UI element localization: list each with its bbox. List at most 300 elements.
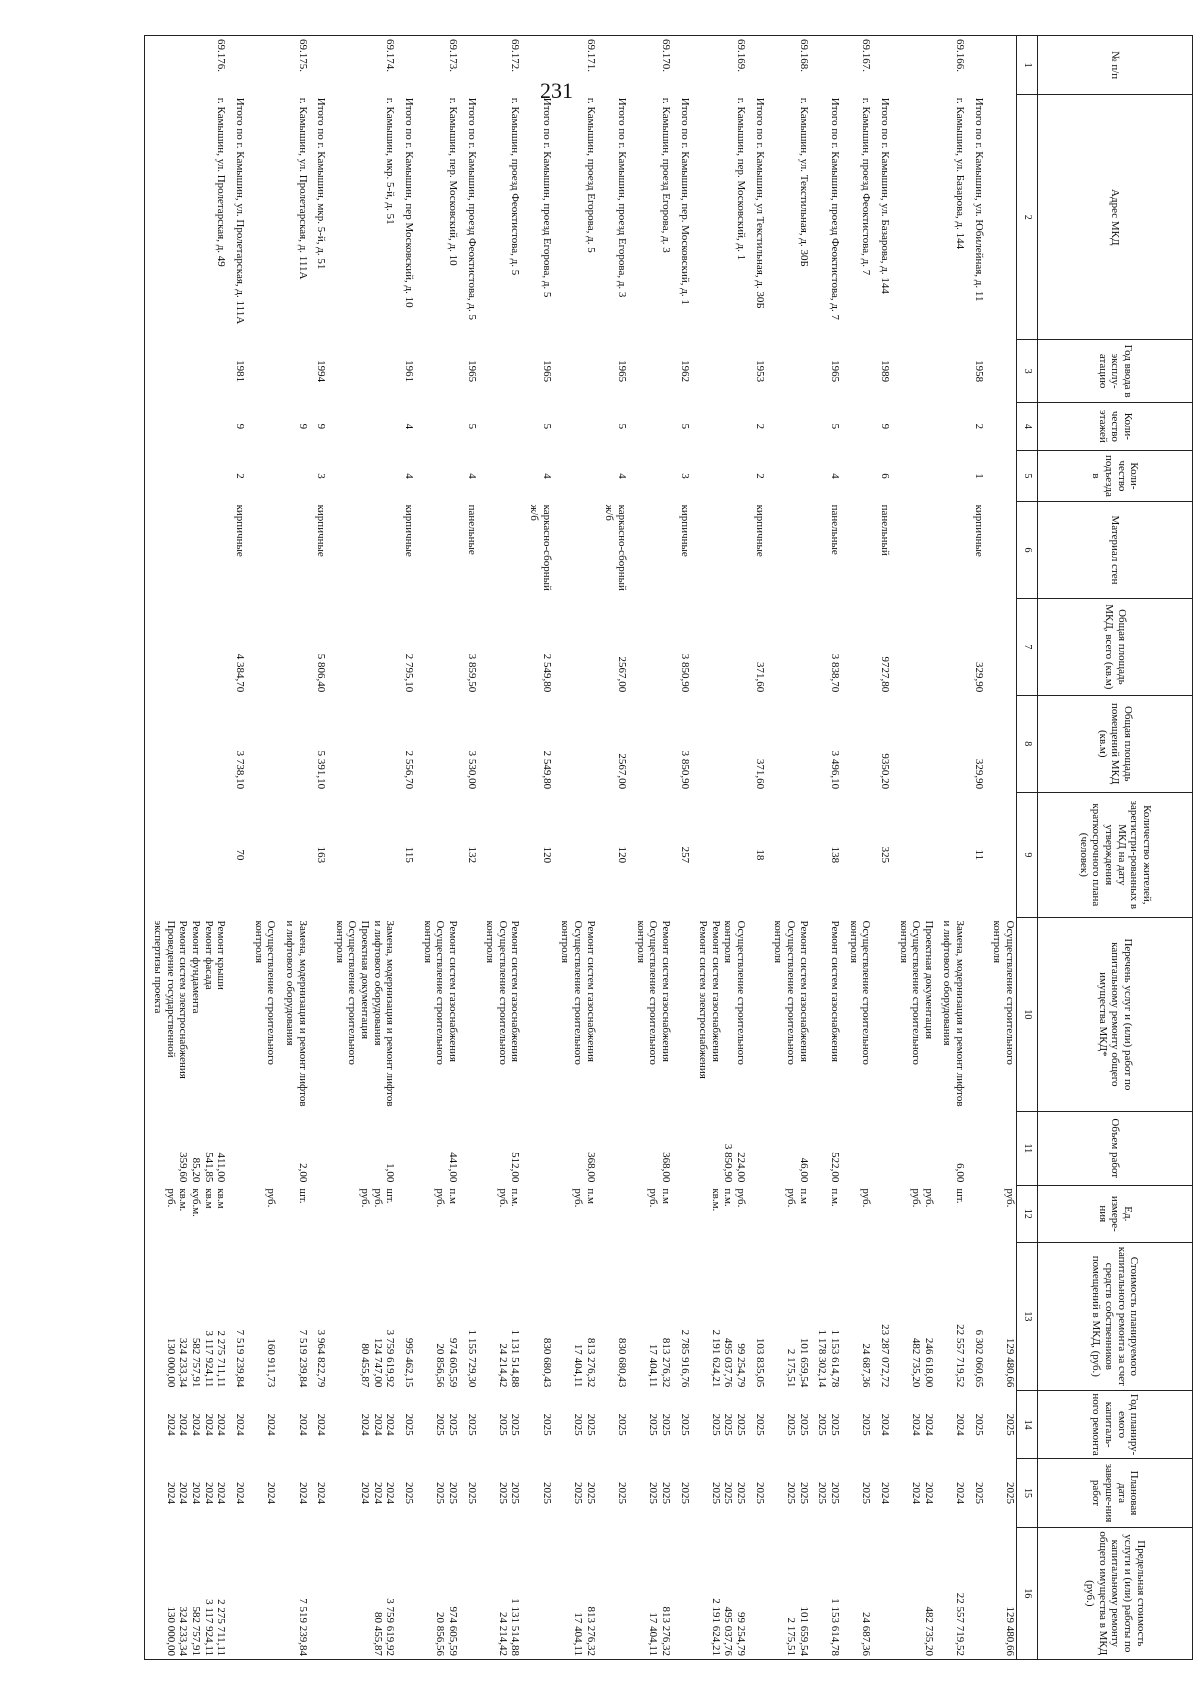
- cell-max_cost: [465, 1527, 478, 1659]
- spacer-cell: [691, 1527, 697, 1659]
- spacer-cell: [985, 95, 991, 340]
- cell-wall: каркасно-сборный ж/б: [603, 504, 628, 591]
- spacer-cell: [522, 36, 528, 95]
- cell-year: [333, 340, 396, 403]
- cell-line: Осуществление строительного контроля: [634, 920, 660, 1065]
- cell-area_total: 3 850,90: [678, 653, 691, 693]
- spacer-cell: [691, 1390, 697, 1458]
- cell-line: 1 178 302,14: [816, 1329, 829, 1388]
- cell-max_cost: [283, 1527, 308, 1659]
- spacer-cell: [396, 1527, 402, 1659]
- spacer-cell: [553, 1111, 559, 1185]
- cell-line: Осуществление строительного контроля: [333, 920, 359, 1065]
- cell-line: 85,20: [190, 1157, 203, 1183]
- spacer-cell: [277, 598, 283, 695]
- cell-line: руб.: [1004, 1188, 1016, 1208]
- cell-end_date: [333, 1459, 396, 1527]
- cell-year: 1961: [403, 360, 416, 383]
- spacer-cell: [277, 340, 283, 403]
- cell-volume: [634, 1111, 672, 1185]
- cell-volume: [991, 1111, 1017, 1185]
- spacer-cell: [597, 598, 603, 695]
- cell-line: руб.: [434, 1188, 447, 1208]
- spacer-cell: [309, 402, 315, 450]
- cell-line: 2025: [722, 1413, 735, 1436]
- cell-floors: 9: [878, 423, 891, 430]
- cell-addr: Итого по г. Камышин, мкр. 5-й, д. 51: [315, 97, 328, 270]
- cell-line: 20 856,56: [434, 1612, 447, 1656]
- spacer-cell: [227, 1185, 233, 1242]
- cell-year: [847, 340, 872, 403]
- spacer-cell: [327, 450, 333, 501]
- cell-year: [634, 340, 672, 403]
- spacer-cell: [327, 402, 333, 450]
- cell-year: 1965: [540, 360, 553, 383]
- cell-line: 411,00: [215, 1152, 228, 1183]
- column-number: 16: [1017, 1527, 1038, 1659]
- cell-unit: [878, 1185, 891, 1242]
- cell-line: 2024: [384, 1481, 397, 1504]
- cell-entr: [772, 450, 810, 501]
- cell-line: 974 605,59: [446, 1606, 459, 1656]
- cell-addr: Итого по г. Камышин, проезд Феоктистова, д. 7: [828, 97, 841, 320]
- cell-line: 46,00: [797, 1157, 810, 1183]
- row-spacer: [985, 36, 991, 1660]
- cell-cost: [315, 1242, 328, 1390]
- cell-line: 2025: [540, 1481, 553, 1504]
- table-row: [878, 36, 891, 1660]
- cell-year: 1958: [972, 360, 985, 383]
- cell-line: шт.: [384, 1188, 397, 1204]
- cell-area_total: 329,90: [972, 662, 985, 693]
- cell-works: [897, 918, 935, 1112]
- spacer-cell: [891, 340, 897, 403]
- spacer-cell: [766, 502, 772, 599]
- cell-volume: [333, 1111, 396, 1185]
- cell-line: 2025: [709, 1413, 722, 1436]
- cell-volume: [816, 1111, 841, 1185]
- spacer-cell: [309, 502, 315, 599]
- cell-cost: [151, 1242, 227, 1390]
- spacer-cell: [145, 340, 152, 403]
- cell-addr: г. Камышин, пер. Московский, д. 1: [735, 97, 748, 261]
- cell-works: [772, 918, 810, 1112]
- cell-plan_year: [402, 1390, 415, 1458]
- cell-unit: [559, 1185, 597, 1242]
- spacer-cell: [985, 402, 991, 450]
- cell-unit: [603, 1185, 628, 1242]
- cell-volume: [847, 1111, 872, 1185]
- row-spacer: [327, 36, 333, 1660]
- cell-line: 2,00: [296, 1163, 309, 1183]
- cell-floors: 9: [233, 423, 246, 430]
- spacer-cell: [415, 1390, 421, 1458]
- column-number: 12: [1017, 1185, 1038, 1242]
- cell-line: 495 037,76: [722, 1606, 735, 1656]
- cell-entr: 2: [233, 473, 246, 479]
- rotated-table-container: [63, 35, 1193, 1660]
- cell-area_prem: 329,90: [972, 758, 985, 790]
- cell-entr: 4: [403, 473, 416, 479]
- cell-max_cost: [233, 1527, 246, 1659]
- spacer-cell: [553, 1459, 559, 1527]
- cell-line: п.м: [446, 1188, 459, 1204]
- spacer-cell: [478, 598, 484, 695]
- spacer-cell: [935, 598, 941, 695]
- spacer-cell: [478, 1390, 484, 1458]
- spacer-cell: [227, 36, 233, 95]
- cell-max_cost: [941, 1527, 966, 1659]
- cell-wall: кирпичные: [678, 504, 691, 557]
- cell-line: руб.: [785, 1188, 798, 1208]
- cell-line: 2024: [910, 1413, 923, 1436]
- spacer-cell: [553, 1527, 559, 1659]
- cell-line: 160 911,73: [265, 1338, 278, 1388]
- column-number: 15: [1017, 1459, 1038, 1527]
- cell-line: п.м.: [722, 1188, 735, 1207]
- column-header: № п/п: [1038, 36, 1193, 95]
- cell-line: 813 276,32: [659, 1606, 672, 1656]
- cell-unit: [465, 1185, 478, 1242]
- cell-cost: [484, 1242, 522, 1390]
- spacer-cell: [415, 695, 421, 792]
- cell-no: 69.175.: [283, 36, 308, 95]
- spacer-cell: [246, 1111, 252, 1185]
- spacer-cell: [691, 502, 697, 599]
- spacer-cell: [309, 340, 315, 403]
- cell-area_prem: 3 738,10: [233, 750, 246, 790]
- spacer-cell: [597, 1242, 603, 1390]
- cell-line: 2025: [496, 1413, 509, 1436]
- spacer-cell: [277, 502, 283, 599]
- spacer-cell: [145, 402, 152, 450]
- cell-line: 2024: [177, 1413, 190, 1436]
- cell-year: [772, 340, 810, 403]
- cell-end_date: [421, 1459, 459, 1527]
- cell-residents: 132: [465, 846, 478, 864]
- spacer-cell: [966, 918, 972, 1112]
- spacer-cell: [415, 36, 421, 95]
- cell-volume: [941, 1111, 966, 1185]
- cell-line: 80 455,87: [371, 1612, 384, 1656]
- cell-line: руб.: [647, 1188, 660, 1208]
- spacer-cell: [522, 95, 528, 340]
- column-header: Общая площадь МКД, всего (кв.м): [1038, 598, 1193, 695]
- cell-residents: [991, 792, 1017, 917]
- cell-volume: [465, 1111, 478, 1185]
- cell-entr: 3: [315, 473, 328, 479]
- spacer-cell: [672, 36, 678, 95]
- cell-entr: 4: [615, 473, 628, 479]
- cell-wall: кирпичные: [233, 504, 246, 557]
- cell-unit: [528, 1185, 553, 1242]
- spacer-cell: [766, 450, 772, 501]
- cell-line: руб.: [371, 1188, 384, 1208]
- spacer-cell: [841, 1111, 847, 1185]
- cell-plan_year: [878, 1390, 891, 1458]
- cell-residents: [283, 792, 308, 917]
- spacer-cell: [841, 1527, 847, 1659]
- table-row: [816, 36, 841, 1660]
- spacer-cell: [246, 402, 252, 450]
- column-number: 2: [1017, 95, 1038, 340]
- cell-line: 2025: [446, 1413, 459, 1436]
- spacer-cell: [415, 1111, 421, 1185]
- table-row: [252, 36, 277, 1660]
- spacer-cell: [766, 1527, 772, 1659]
- cell-cost: [421, 1242, 459, 1390]
- cell-volume: [972, 1111, 985, 1185]
- spacer-cell: [597, 450, 603, 501]
- spacer-cell: [810, 402, 816, 450]
- spacer-cell: [985, 502, 991, 599]
- spacer-cell: [522, 1390, 528, 1458]
- spacer-cell: [246, 1527, 252, 1659]
- cell-area_total: [333, 598, 396, 695]
- spacer-cell: [478, 695, 484, 792]
- cell-floors: 9: [315, 423, 328, 430]
- spacer-cell: [985, 1390, 991, 1458]
- cell-residents: 70: [233, 849, 246, 861]
- table-row: [897, 36, 935, 1660]
- cell-line: 2025: [1004, 1481, 1016, 1504]
- cell-residents: 120: [540, 846, 553, 864]
- cell-max_cost: [402, 1527, 415, 1659]
- spacer-cell: [628, 1459, 634, 1527]
- cell-year: [941, 340, 966, 403]
- cell-works: [847, 918, 872, 1112]
- cell-line: 995 462,15: [403, 1337, 416, 1388]
- spacer-cell: [810, 1242, 816, 1390]
- cell-line: 24 687,36: [860, 1612, 873, 1656]
- cell-works: [816, 918, 841, 1112]
- spacer-cell: [522, 1185, 528, 1242]
- table-row: [753, 36, 766, 1660]
- cell-line: Ремонт систем газоснабжения: [828, 920, 841, 1062]
- spacer-cell: [672, 1111, 678, 1185]
- cell-works: [603, 918, 628, 1112]
- cell-no: [678, 36, 691, 95]
- spacer-cell: [277, 450, 283, 501]
- cell-cost: [402, 1242, 415, 1390]
- spacer-cell: [522, 918, 528, 1112]
- cell-line: руб.: [164, 1188, 177, 1208]
- cell-year: 1962: [678, 360, 691, 383]
- cell-floors: [772, 402, 810, 450]
- cell-no: 69.173.: [421, 36, 459, 95]
- spacer-cell: [628, 792, 634, 917]
- cell-unit: [941, 1185, 966, 1242]
- cell-line: 2025: [584, 1481, 597, 1504]
- spacer-cell: [396, 1111, 402, 1185]
- cell-area_prem: [484, 695, 522, 792]
- spacer-cell: [522, 695, 528, 792]
- spacer-cell: [553, 340, 559, 403]
- cell-line: 2025: [659, 1481, 672, 1504]
- cell-line: 2025: [828, 1481, 841, 1504]
- row-spacer: [810, 36, 816, 1660]
- cell-residents: 163: [315, 846, 328, 864]
- cell-line: 2025: [828, 1413, 841, 1436]
- cell-works: [972, 918, 985, 1112]
- cell-cost: [816, 1242, 841, 1390]
- cell-max_cost: [634, 1527, 672, 1659]
- spacer-cell: [309, 918, 315, 1112]
- spacer-cell: [478, 36, 484, 95]
- spacer-cell: [597, 1390, 603, 1458]
- cell-no: [897, 36, 935, 95]
- spacer-cell: [628, 1185, 634, 1242]
- spacer-cell: [246, 450, 252, 501]
- column-header: Общая площадь помещений МКД (кв.м): [1038, 695, 1193, 792]
- cell-volume: [252, 1111, 277, 1185]
- spacer-cell: [891, 1111, 897, 1185]
- cell-end_date: [233, 1459, 246, 1527]
- column-header: Год планиру-емого капиталь-ного ремонта: [1038, 1390, 1193, 1458]
- spacer-cell: [935, 95, 941, 340]
- spacer-cell: [935, 1185, 941, 1242]
- cell-line: 2025: [572, 1481, 585, 1504]
- cell-plan_year: [333, 1390, 396, 1458]
- cell-entr: 4: [828, 473, 841, 479]
- cell-end_date: [528, 1459, 553, 1527]
- cell-area_prem: 5 391,10: [315, 750, 328, 790]
- spacer-cell: [246, 502, 252, 599]
- cell-max_cost: [559, 1527, 597, 1659]
- spacer-cell: [691, 340, 697, 403]
- cell-volume: [603, 1111, 628, 1185]
- cell-line: 3 117 924,11: [202, 1330, 215, 1388]
- spacer-cell: [396, 918, 402, 1112]
- cell-addr: Итого по г. Камышин, пер Московский, д. 10: [403, 97, 416, 308]
- cell-no: [753, 36, 766, 95]
- cell-year: [252, 340, 277, 403]
- cell-entr: 4: [540, 473, 553, 479]
- cell-residents: [252, 792, 277, 917]
- table-body: [145, 36, 1017, 1660]
- cell-year: [897, 340, 935, 403]
- row-spacer: [935, 36, 941, 1660]
- cell-unit: [315, 1185, 328, 1242]
- row-spacer: [597, 36, 603, 1660]
- cell-line: 124 747,00: [371, 1337, 384, 1388]
- spacer-cell: [522, 402, 528, 450]
- cell-line: 2024: [190, 1413, 203, 1436]
- spacer-cell: [478, 1527, 484, 1659]
- spacer-cell: [246, 1242, 252, 1390]
- spacer-cell: [553, 695, 559, 792]
- spacer-cell: [891, 502, 897, 599]
- cell-volume: [559, 1111, 597, 1185]
- cell-line: Ремонт фундамента: [190, 920, 203, 1014]
- spacer-cell: [277, 1185, 283, 1242]
- column-header: Коли-чество подъезда в: [1038, 450, 1193, 501]
- cell-cost: [528, 1242, 553, 1390]
- cell-line: 17 404,11: [647, 1612, 660, 1656]
- cell-line: 2024: [954, 1481, 967, 1504]
- cell-end_date: [816, 1459, 841, 1527]
- cell-unit: [697, 1185, 748, 1242]
- spacer-cell: [810, 95, 816, 340]
- cell-works: [315, 918, 328, 1112]
- cell-year: [991, 340, 1017, 403]
- spacer-cell: [691, 95, 697, 340]
- cell-unit: [233, 1185, 246, 1242]
- cell-area_total: [252, 598, 277, 695]
- cell-year: [283, 340, 308, 403]
- cell-line: Осуществление строительного контроля: [722, 920, 748, 1065]
- cell-line: 482 735,20: [910, 1337, 923, 1388]
- spacer-cell: [478, 402, 484, 450]
- cell-line: Ремонт систем электроснабжения: [177, 920, 190, 1079]
- spacer-cell: [747, 918, 753, 1112]
- spacer-cell: [246, 340, 252, 403]
- spacer-cell: [327, 1390, 333, 1458]
- spacer-cell: [891, 95, 897, 340]
- cell-end_date: [697, 1459, 748, 1527]
- cell-line: 3 759 619,92: [384, 1598, 397, 1656]
- cell-line: 17 404,11: [572, 1612, 585, 1656]
- cell-line: 1,00: [384, 1163, 397, 1183]
- cell-line: 2024: [878, 1481, 891, 1504]
- spacer-cell: [935, 1242, 941, 1390]
- spacer-cell: [597, 1111, 603, 1185]
- spacer-cell: [691, 1185, 697, 1242]
- spacer-cell: [246, 695, 252, 792]
- spacer-cell: [522, 450, 528, 501]
- cell-line: 2024: [265, 1481, 278, 1504]
- spacer-cell: [145, 598, 152, 695]
- spacer-cell: [227, 1111, 233, 1185]
- cell-area_prem: 3 530,00: [465, 750, 478, 790]
- spacer-cell: [597, 95, 603, 340]
- cell-line: 24 214,42: [496, 1343, 509, 1388]
- cell-line: Проектная документация: [359, 920, 372, 1040]
- cell-residents: 138: [828, 846, 841, 864]
- cell-line: 2025: [860, 1413, 873, 1436]
- spacer-cell: [891, 695, 897, 792]
- cell-line: 2024: [384, 1413, 397, 1436]
- cell-line: п.м: [659, 1188, 672, 1204]
- cell-line: 1 131 514,88: [509, 1329, 522, 1388]
- cell-floors: [252, 402, 277, 450]
- cell-works: [678, 918, 691, 1112]
- cell-line: кв.м.: [177, 1188, 190, 1212]
- cell-line: 2 275 711,11: [215, 1330, 228, 1388]
- spacer-cell: [478, 450, 484, 501]
- cell-area_prem: [991, 695, 1017, 792]
- spacer-cell: [327, 95, 333, 340]
- spacer-cell: [553, 36, 559, 95]
- spacer-cell: [691, 918, 697, 1112]
- spacer-cell: [747, 36, 753, 95]
- cell-unit: [421, 1185, 459, 1242]
- cell-line: 6,00: [954, 1163, 967, 1183]
- cell-line: 813 276,32: [584, 1606, 597, 1656]
- spacer-cell: [415, 1527, 421, 1659]
- cell-max_cost: [697, 1527, 748, 1659]
- cell-floors: 9: [296, 423, 309, 430]
- spacer-cell: [966, 36, 972, 95]
- cell-line: 974 605,59: [446, 1337, 459, 1388]
- cell-works: [559, 918, 597, 1112]
- cell-no: 69.176.: [151, 36, 227, 95]
- cell-works: [233, 918, 246, 1112]
- cell-cost: [941, 1242, 966, 1390]
- cell-unit: [402, 1185, 415, 1242]
- cell-line: 20 856,56: [434, 1343, 447, 1388]
- spacer-cell: [597, 1527, 603, 1659]
